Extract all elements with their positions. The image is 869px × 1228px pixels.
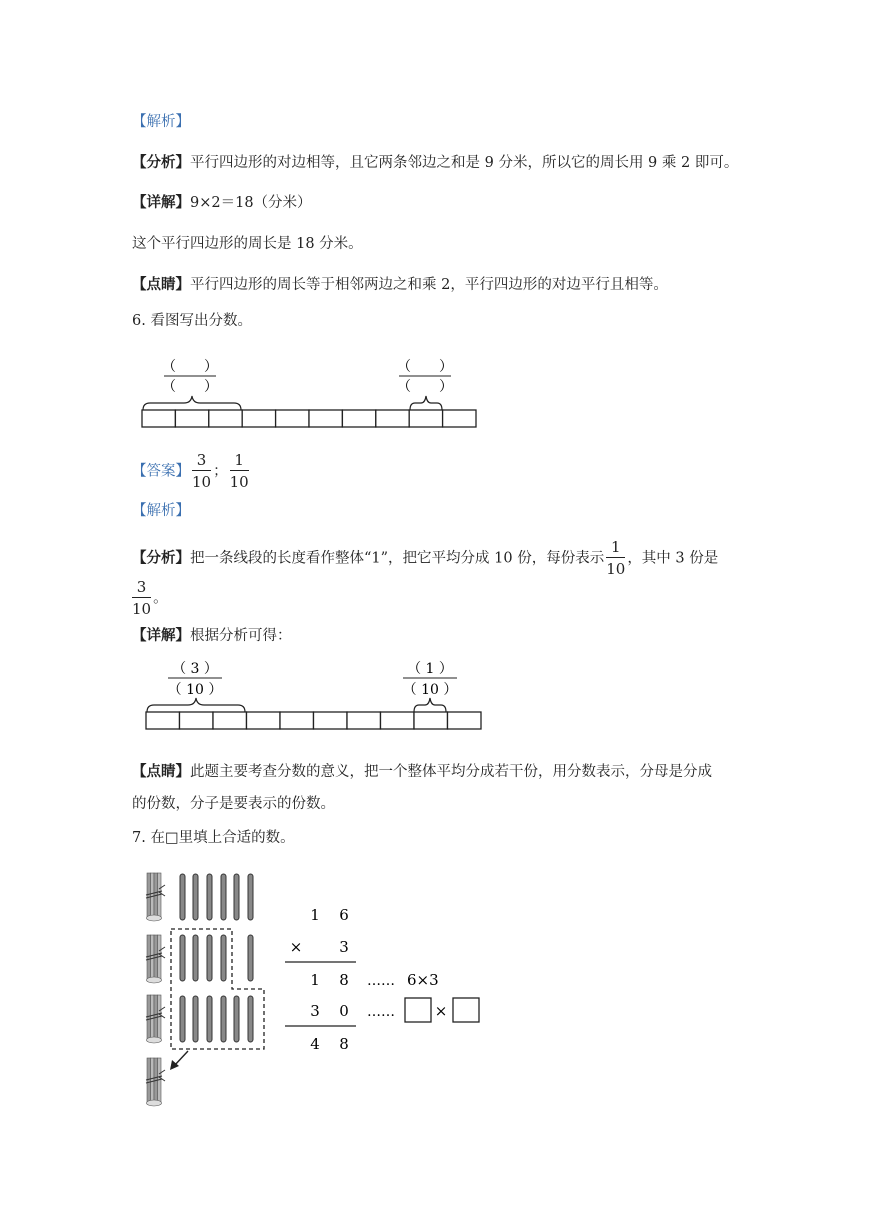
dianjing-text: 此题主要考查分数的意义，把一个整体平均分成若干份，用分数表示，分母是分成 [190,764,712,780]
fraction-denominator: 10 [192,473,212,491]
q6-title: 6. 看图写出分数。 [132,313,252,329]
filled-numerator: （ 1 ） [407,661,453,677]
fraction-numerator: 1 [230,450,249,471]
stick-icon [207,935,212,981]
stick-row-3 [180,996,253,1042]
conclusion-text: 这个平行四边形的周长是 18 分米。 [132,236,363,252]
stick-icon [221,935,226,981]
fenxi-end: 。 [153,590,168,607]
fraction-denominator: 10 [132,600,152,618]
dianjing-tag: 【点睛】 [132,276,190,293]
dianjing-text: 平行四边形的周长等于相邻两边之和乘 2，平行四边形的对边平行且相等。 [190,277,668,293]
times-sign: × [289,938,303,956]
stick-icon [193,996,198,1042]
xiangjie-text: 9×2＝18（分米） [190,195,312,211]
stick-icon [180,935,185,981]
stick-icon [248,996,253,1042]
digit: 6 [339,906,349,924]
stick-icon [248,935,253,981]
q7-title: 7. 在□里填上合适的数。 [132,830,295,846]
digit: 0 [339,1002,349,1020]
digit: 1 [310,906,320,924]
dianjing-tag: 【点睛】 [132,763,190,780]
digit: 4 [310,1035,320,1053]
stick-icon [207,874,212,920]
stick-icon [221,996,226,1042]
stick-icon [193,874,198,920]
fenxi-text: 平行四边形的对边相等，且它两条邻边之和是 9 分米，所以它的周长用 9 乘 2 即可。 [190,155,739,171]
digit: 8 [339,1035,349,1053]
fraction-numerator: 3 [192,450,211,471]
row3-note: 6×3 [407,971,439,989]
blank-denominator: （ ） [397,379,453,395]
blank-numerator: （ ） [397,359,453,375]
stick-icon [180,874,185,920]
fenxi-text: 把一条线段的长度看作整体“1”，把它平均分成 10 份，每份表示 [190,550,605,567]
stick-icon [207,996,212,1042]
jiexi-tag: 【解析】 [132,114,190,130]
digit: 3 [310,1002,320,1020]
fenxi-tag: 【分析】 [132,549,190,567]
answer-separator: ； [213,463,228,480]
fraction-denominator: 10 [229,473,249,491]
digit: 8 [339,971,349,989]
fraction-denominator: 10 [606,560,626,578]
vertical-multiplication [285,906,479,1053]
stick-icon [193,935,198,981]
q6-jiexi-tag: 【解析】 [132,503,190,519]
times-sign: × [434,1002,448,1020]
blank-denominator: （ ） [162,379,218,395]
blank-numerator: （ ） [162,359,218,375]
filled-denominator: （ 10 ） [167,682,223,698]
fraction-numerator: 3 [132,577,151,598]
filled-numerator: （ 3 ） [172,661,218,677]
digit: 3 [339,938,349,956]
stick-bundle-icon [146,873,165,921]
stick-bundle-icon [146,995,165,1043]
answer-box[interactable] [453,998,479,1022]
q6-dianjing-continued: 的份数，分子是要表示的份数。 [132,796,335,812]
fenxi-text2: ，其中 3 份是 [627,550,719,567]
filled-denominator: （ 10 ） [402,682,458,698]
xiangjie-tag: 【详解】 [132,194,190,211]
fenxi-tag: 【分析】 [132,154,190,171]
answer-box[interactable] [405,998,431,1022]
stick-bundle-icon [146,935,165,983]
stick-icon [180,996,185,1042]
xiangjie-text: 根据分析可得： [190,628,292,644]
dots: …… [367,973,395,989]
stick-icon [221,874,226,920]
dots: …… [367,1004,395,1020]
stick-icon [234,874,239,920]
stick-row-2 [180,935,253,981]
stick-icon [234,996,239,1042]
fraction-numerator: 1 [606,537,625,558]
stick-row-1 [180,874,253,920]
answer-tag: 【答案】 [132,463,190,480]
digit: 1 [310,971,320,989]
xiangjie-tag: 【详解】 [132,627,190,644]
stick-bundle-icon [146,1058,165,1106]
stick-icon [248,874,253,920]
